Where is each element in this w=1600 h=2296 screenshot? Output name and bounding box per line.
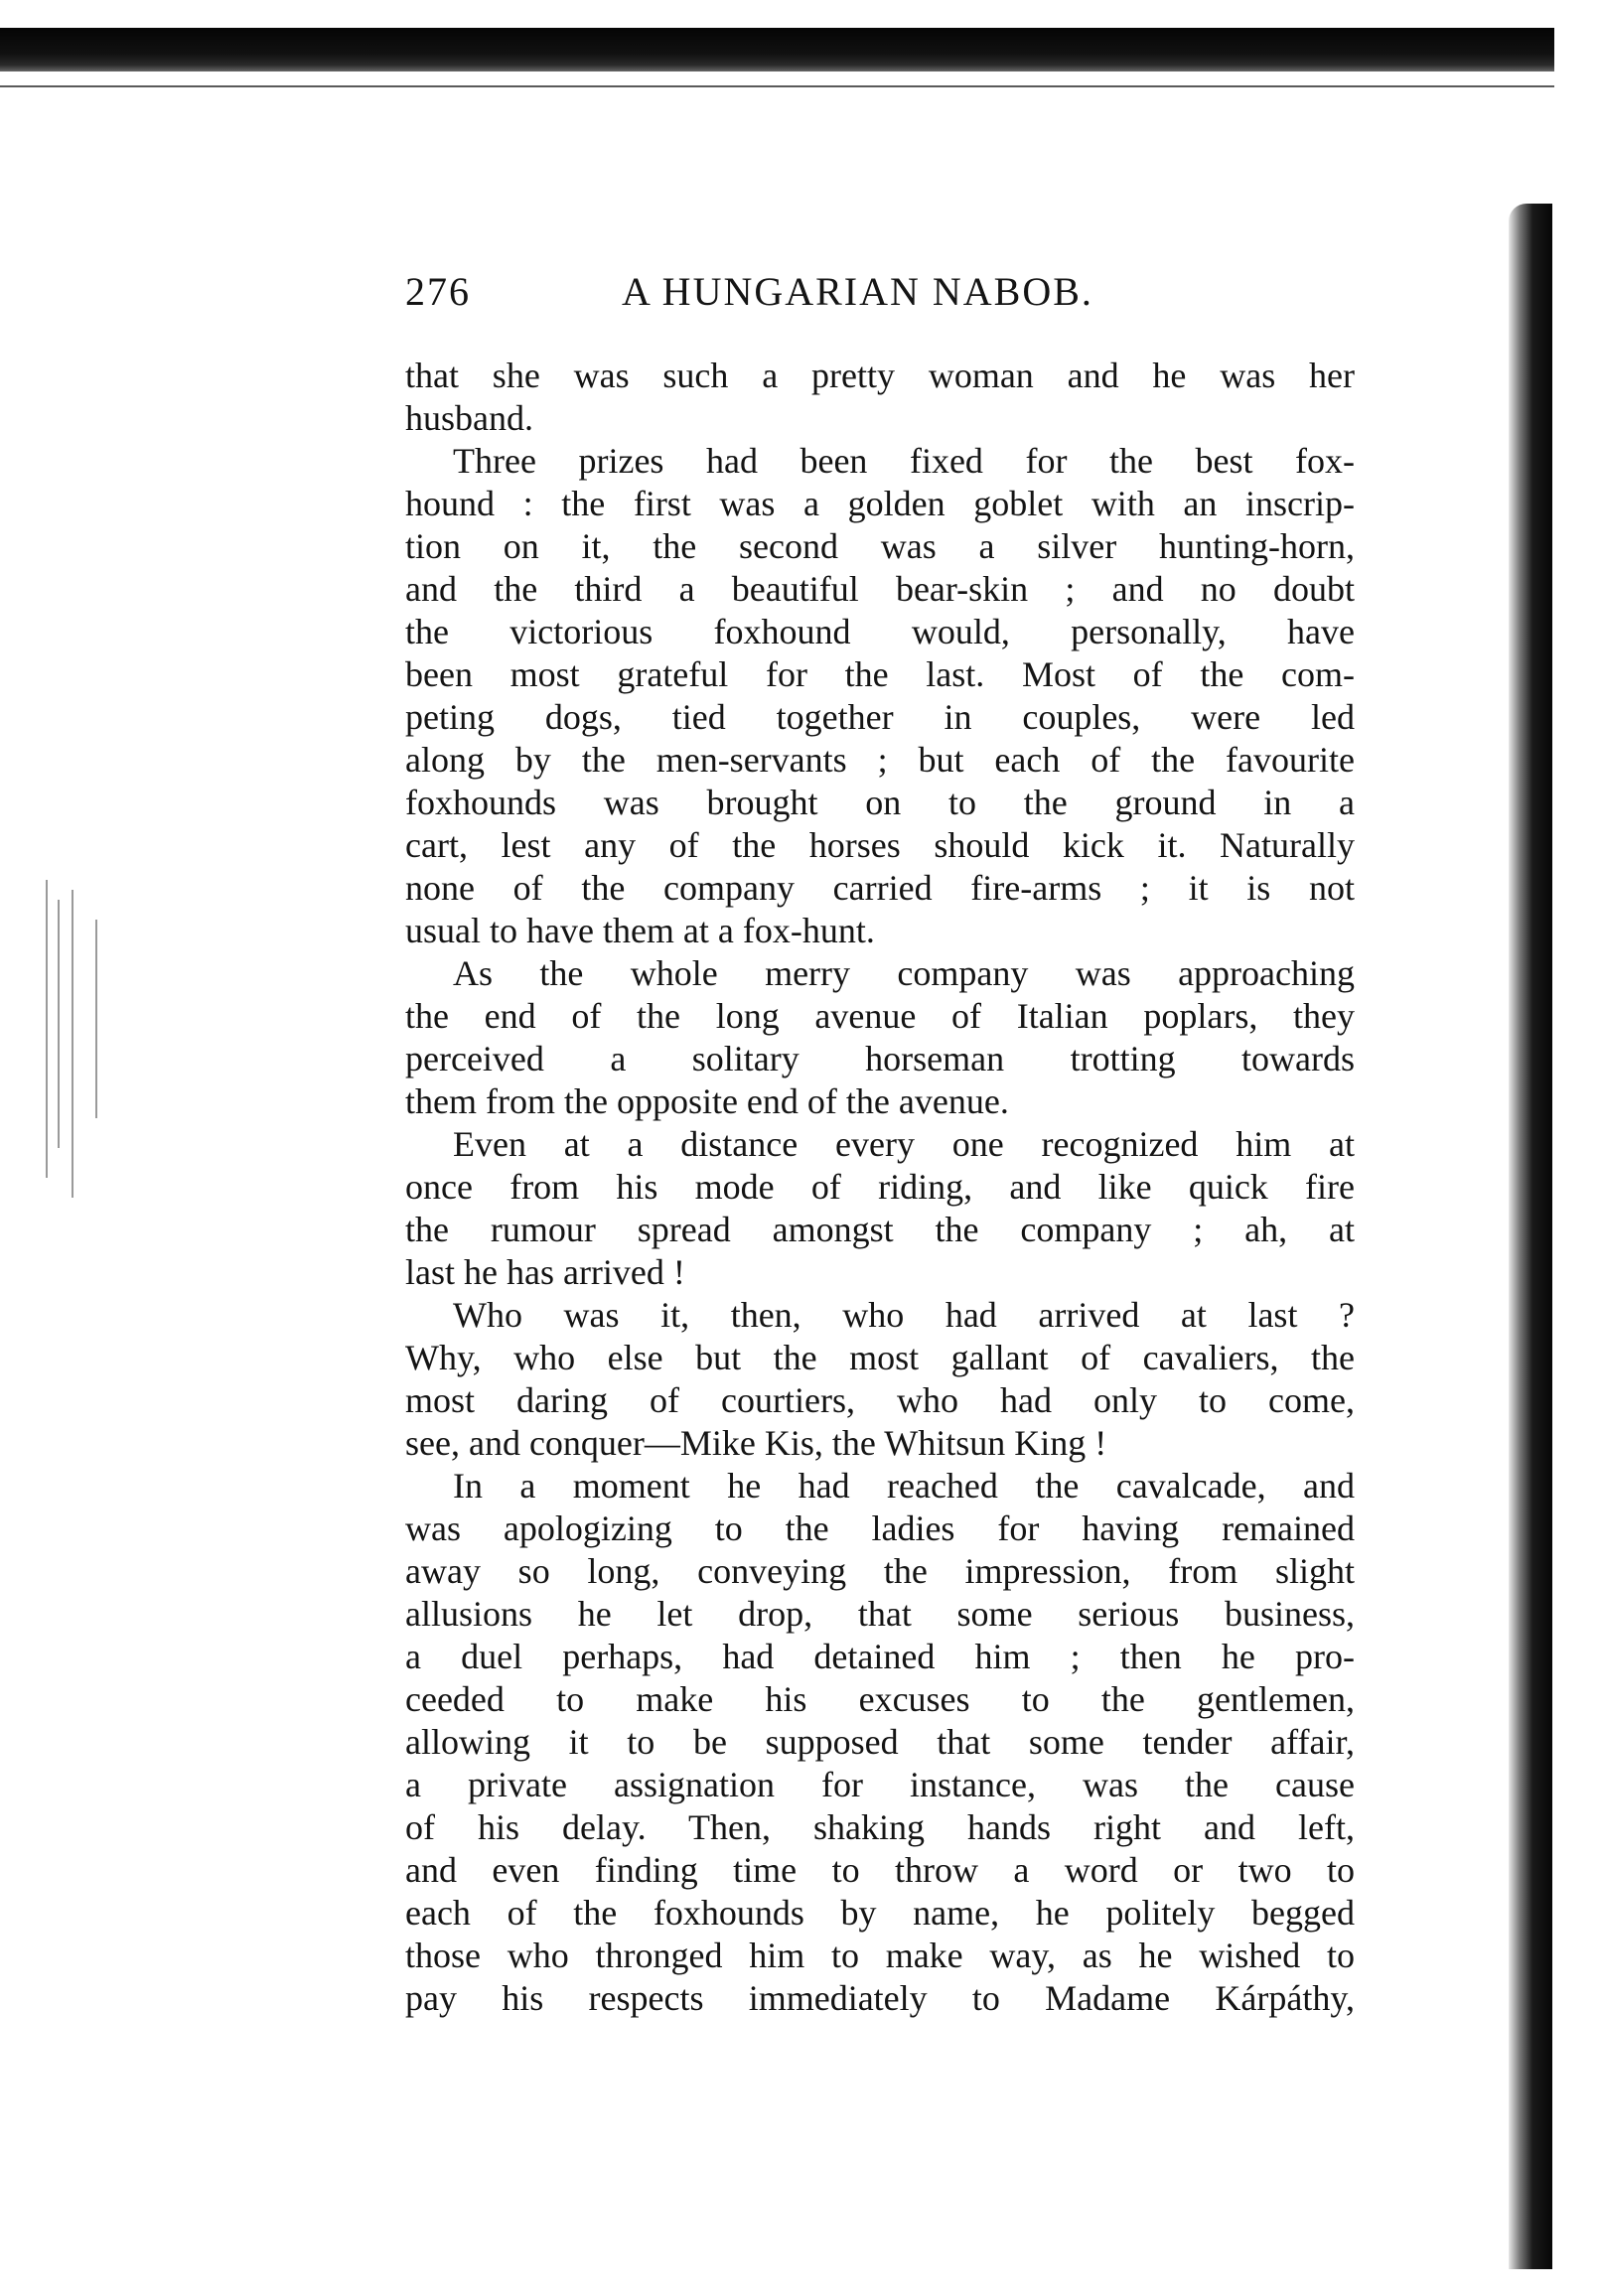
text-line: usual to have them at a fox-hunt.	[405, 911, 875, 950]
scan-right-edge-shadow	[1509, 204, 1552, 2269]
running-title: A HUNGARIAN NABOB.	[622, 269, 1093, 314]
running-header	[405, 268, 1269, 318]
text-line: husband.	[405, 398, 533, 438]
scan-top-rule	[0, 85, 1554, 87]
text-line: each of the foxhounds by name, he politely begged	[405, 1893, 1355, 1933]
text-line: and even finding time to throw a word or two to	[405, 1850, 1355, 1890]
text-line: those who thronged him to make way, as he wished to	[405, 1936, 1355, 1975]
text-line: cart, lest any of the horses should kick it. Naturally	[405, 825, 1355, 865]
text-line: them from the opposite end of the avenue.	[405, 1081, 1009, 1121]
text-line: perceived a solitary horseman trotting towards	[405, 1039, 1355, 1078]
body-text	[405, 355, 1355, 2020]
scan-left-margin-marks	[46, 880, 115, 1198]
text-line: see, and conquer—Mike Kis, the Whitsun King !	[405, 1423, 1107, 1463]
text-line: tion on it, the second was a silver hunting-horn,	[405, 526, 1355, 566]
text-line: pay his respects immediately to Madame Kárpáthy,	[405, 1978, 1355, 2018]
text-line: Three prizes had been fixed for the best fox-	[453, 441, 1355, 481]
text-line: peting dogs, tied together in couples, were led	[405, 697, 1355, 737]
text-line: Why, who else but the most gallant of cavaliers, the	[405, 1338, 1355, 1377]
text-line: allowing it to be supposed that some tender affair,	[405, 1722, 1355, 1762]
text-line: the rumour spread amongst the company ; ah, at	[405, 1210, 1355, 1249]
text-line: along by the men-servants ; but each of the favourite	[405, 740, 1355, 780]
text-line: last he has arrived !	[405, 1252, 685, 1292]
text-line: hound : the first was a golden goblet with an inscrip-	[405, 484, 1355, 523]
text-line: In a moment he had reached the cavalcade, and	[453, 1466, 1355, 1506]
text-line: the end of the long avenue of Italian poplars, they	[405, 996, 1355, 1036]
text-line: allusions he let drop, that some serious business,	[405, 1594, 1355, 1634]
text-line: away so long, conveying the impression, from slight	[405, 1551, 1355, 1591]
text-line: most daring of courtiers, who had only to come,	[405, 1380, 1355, 1420]
page-number: 276	[405, 269, 471, 314]
text-line: ceeded to make his excuses to the gentlemen,	[405, 1679, 1355, 1719]
text-line: As the whole merry company was approaching	[453, 953, 1355, 993]
text-line: once from his mode of riding, and like quick fire	[405, 1167, 1355, 1207]
text-line: and the third a beautiful bear-skin ; and no doubt	[405, 569, 1355, 609]
text-line: Who was it, then, who had arrived at last ?	[453, 1295, 1355, 1335]
text-line: a duel perhaps, had detained him ; then he pro-	[405, 1637, 1355, 1676]
text-line: none of the company carried fire-arms ; it is not	[405, 868, 1355, 908]
text-line: that she was such a pretty woman and he was her	[405, 356, 1355, 395]
text-line: of his delay. Then, shaking hands right and left,	[405, 1807, 1355, 1847]
scan-top-border	[0, 28, 1554, 72]
text-line: Even at a distance every one recognized him at	[453, 1124, 1355, 1164]
text-line: foxhounds was brought on to the ground in a	[405, 783, 1355, 822]
text-line: been most grateful for the last. Most of the com-	[405, 654, 1355, 694]
text-line: the victorious foxhound would, personally, have	[405, 612, 1355, 651]
text-line: a private assignation for instance, was the cause	[405, 1765, 1355, 1804]
text-line: was apologizing to the ladies for having remained	[405, 1508, 1355, 1548]
